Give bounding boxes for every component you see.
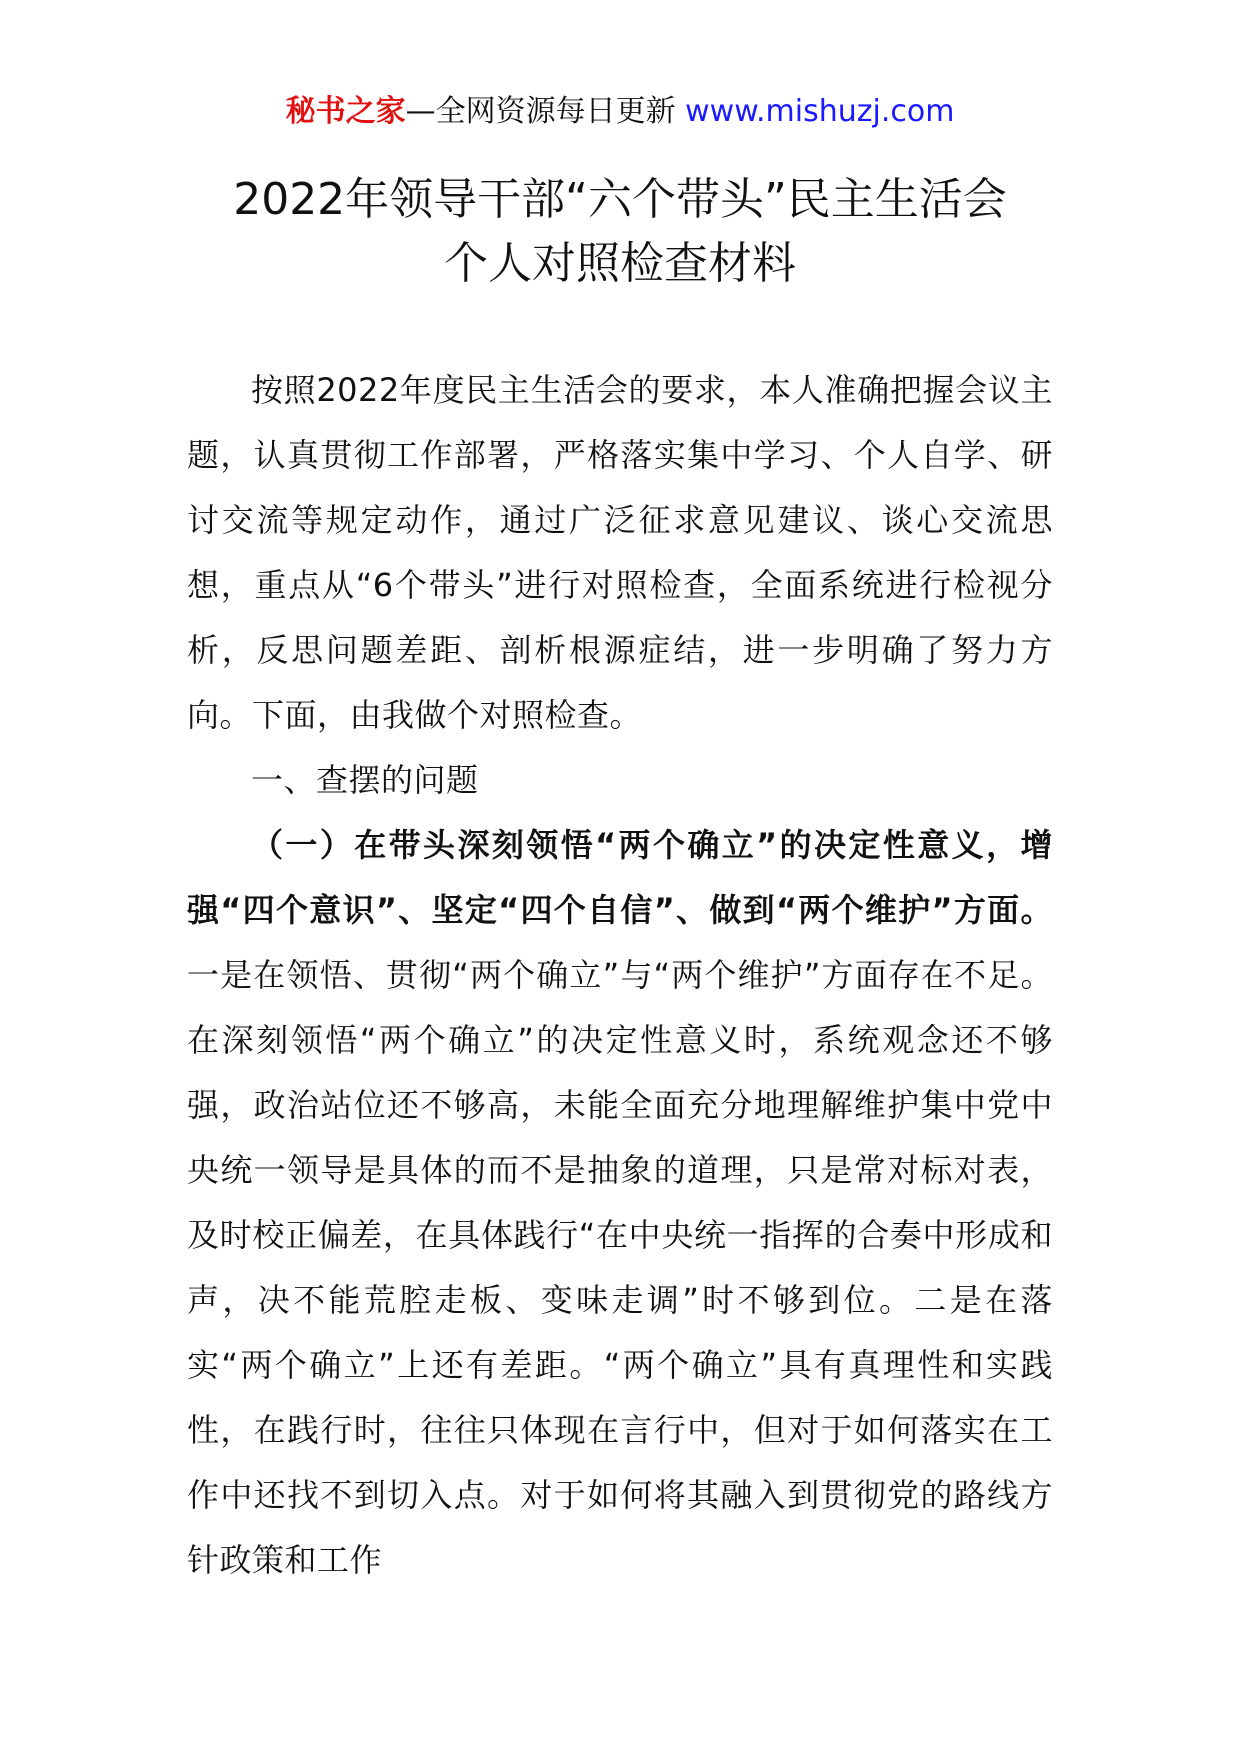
brand-tagline: —全网资源每日更新 bbox=[405, 94, 676, 129]
subsection-body: 一是在领悟、贯彻“两个确立”与“两个维护”方面存在不足。在深刻领悟“两个确立”的决定性意义时，系统观念还不够强，政治站位还不够高，未能全面充分地理解维护集中党中央统一领导是具体的而不是抽象的道理，只是常对标对表，及时校正偏差，在具体践行“在中央统一指挥的合奏中形成和声，决不能荒腔走板、变味走调”时不够到位。二是在落实“两个确立”上还有差距。“两个确立”具有真理性和实践性，在践行时，往往只体现在言行中，但对于如何落实在工作中还找不到切入点。对于如何将其融入到贯彻党的路线方针政策和工作 bbox=[187, 956, 1053, 1579]
intro-paragraph: 按照2022年度民主生活会的要求，本人准确把握会议主题，认真贯彻工作部署，严格落实集中学习、个人自学、研讨交流等规定动作，通过广泛征求意见建议、谈心交流思想，重点从“6个带头”进行对照检查，全面系统进行检视分析，反思问题差距、剖析根源症结，进一步明确了努力方向。下面，由我做个对照检查。 bbox=[187, 371, 1053, 734]
title-line-1: 2022年领导干部“六个带头”民主生活会 bbox=[233, 174, 1007, 225]
subsection-heading: （一）在带头深刻领悟“两个确立”的决定性意义，增强“四个意识”、坚定“四个自信”、做到“两个维护”方面。 bbox=[187, 826, 1053, 929]
section-heading: 一、查摆的问题 bbox=[251, 761, 479, 799]
site-header bbox=[0, 92, 1240, 132]
document-body bbox=[187, 358, 1053, 1593]
brand-name: 秘书之家 bbox=[285, 94, 406, 129]
title-line-2: 个人对照检查材料 bbox=[444, 238, 796, 289]
subsection-paragraph bbox=[187, 813, 1053, 1593]
site-url-link[interactable]: www.mishuzj.com bbox=[685, 94, 955, 129]
document-title bbox=[0, 168, 1240, 296]
